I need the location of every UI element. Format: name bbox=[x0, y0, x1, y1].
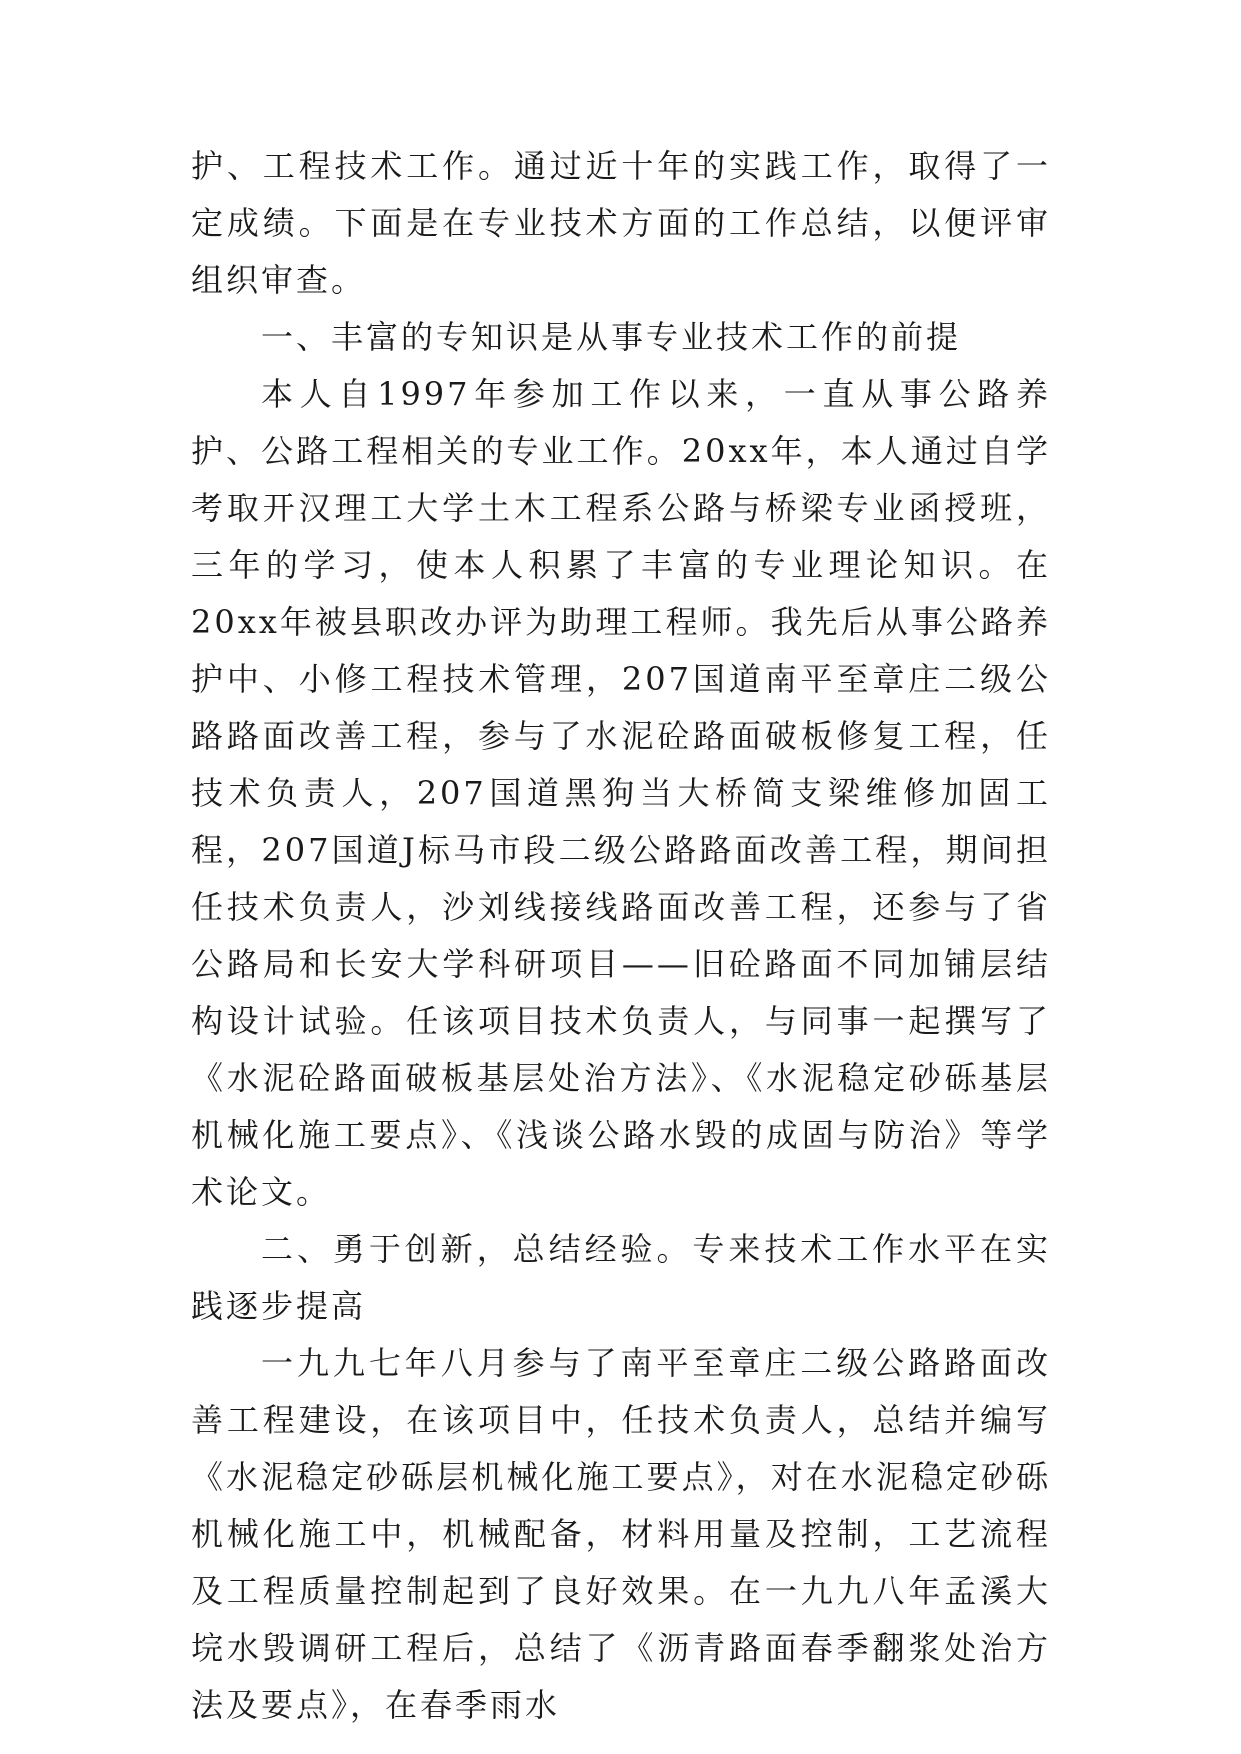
paragraph-work-history: 本人自1997年参加工作以来，一直从事公路养护、公路工程相关的专业工作。20xx年，本人通过自学考取开汉理工大学土木工程系公路与桥梁专业函授班，三年的学习，使本人积累了丰富的专业理论知识。在20xx年被县职改办评为助理工程师。我先后从事公路养护中、小修工程技术管理，207国道南平至章庄二级公路路面改善工程，参与了水泥砼路面破板修复工程，任技术负责人，207国道黑狗当大桥简支梁维修加固工程，207国道J标马市段二级公路路面改善工程，期间担任技术负责人，沙刘线接线路面改善工程，还参与了省公路局和长安大学科研项目——旧砼路面不同加铺层结构设计试验。任该项目技术负责人，与同事一起撰写了《水泥砼路面破板基层处治方法》、《水泥稳定砂砾基层机械化施工要点》、《浅谈公路水毁的成固与防治》等学术论文。 bbox=[191, 375, 1051, 1211]
paragraph-continuation: 护、工程技术工作。通过近十年的实践工作，取得了一定成绩。下面是在专业技术方面的工作总结，以便评审组织审查。 bbox=[191, 147, 1051, 299]
paragraph-innovation: 一九九七年八月参与了南平至章庄二级公路路面改善工程建设，在该项目中，任技术负责人，总结并编写《水泥稳定砂砾层机械化施工要点》，对在水泥稳定砂砾机械化施工中，机械配备，材料用量及控制，工艺流程及工程质量控制起到了良好效果。在一九九八年孟溪大垸水毁调研工程后，总结了《沥青路面春季翻浆处治方法及要点》，在春季雨水 bbox=[191, 1344, 1051, 1724]
section-heading-1: 一、丰富的专知识是从事专业技术工作的前提 bbox=[261, 318, 962, 356]
section-heading-2: 二、勇于创新，总结经验。专来技术工作水平在实践逐步提高 bbox=[191, 1230, 1051, 1325]
document-body bbox=[191, 138, 1051, 1734]
